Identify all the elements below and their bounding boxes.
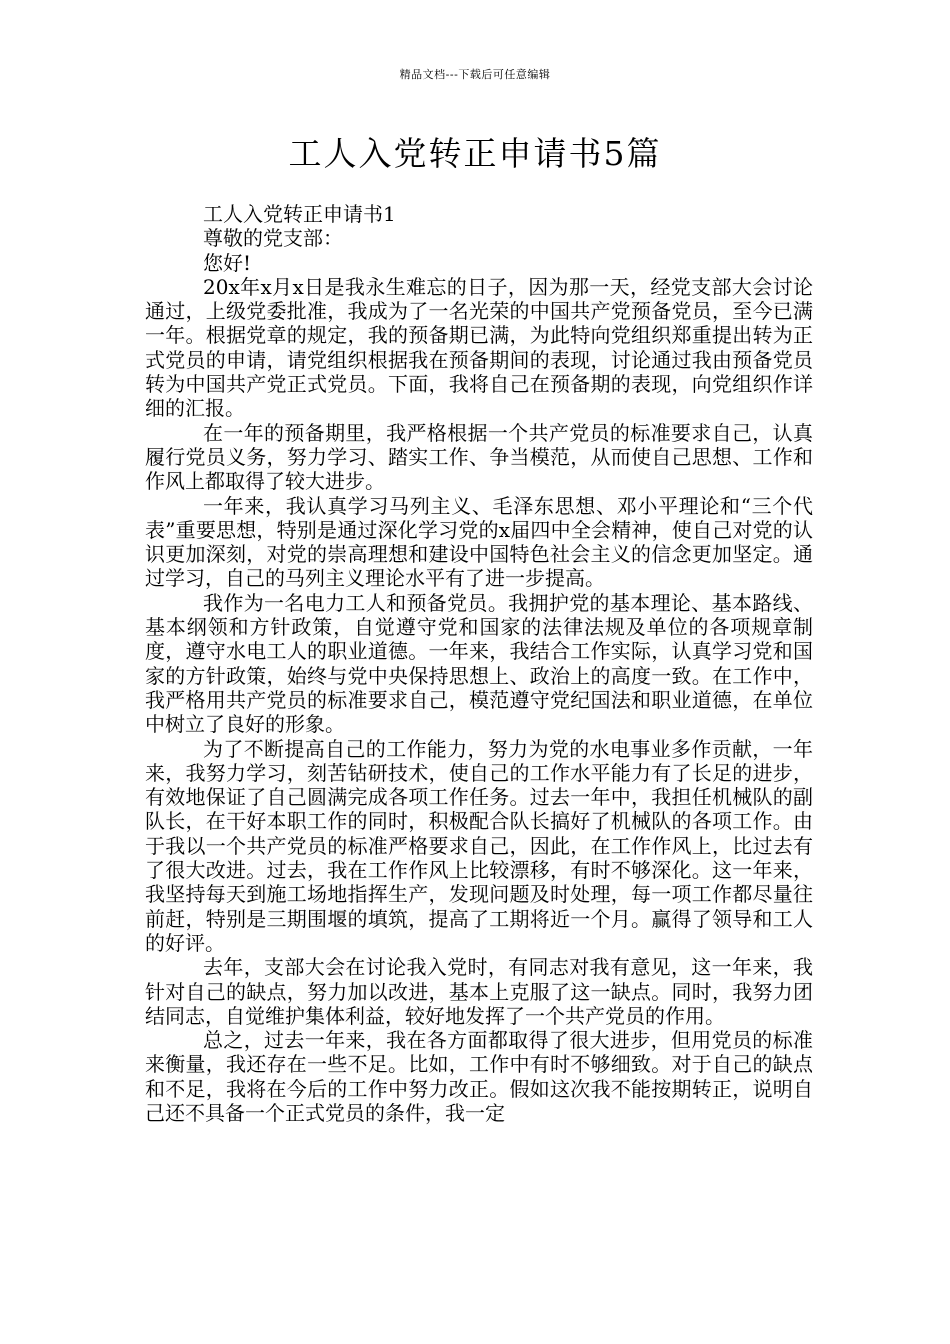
salutation: 尊敬的党支部： <box>203 226 343 251</box>
body-paragraph: 为了不断提高自己的工作能力，努力为党的水电事业多作贡献，一年来，我努力学习，刻苦钻研技术，使自己的工作水平能力有了长足的进步，有效地保证了自己圆满完成各项工作任务。过去一年中，我担任机械队的副队长，在干好本职工作的同时，积极配合队长搞好了机械队的各项工作。由于我以一个共产党员的标准严格要求自己，因此，在工作作风上，比过去有了很大改进。过去，我在工作作风上比较漂移，有时不够深化。这一年来，我坚持每天到施工场地指挥生产，发现问题及时处理，每一项工作都尽量往前赶，特别是三期围堰的填筑，提高了工期将近一个月。赢得了领导和工人的好评。 <box>145 736 813 955</box>
document-body <box>145 202 813 1125</box>
body-paragraph: 20x年x月x日是我永生难忘的日子，因为那一天，经党支部大会讨论通过，上级党委批准，我成为了一名光荣的中国共产党预备党员，至今已满一年。根据党章的规定，我的预备期已满，为此特向党组织郑重提出转为正式党员的申请，请党组织根据我在预备期间的表现，讨论通过我由预备党员转为中国共产党正式党员。下面，我将自己在预备期的表现，向党组织作详细的汇报。 <box>145 274 813 421</box>
document-title: 工人入党转正申请书5篇 <box>288 134 662 173</box>
greeting: 您好! <box>203 250 252 275</box>
section-heading: 工人入党转正申请书1 <box>203 202 396 226</box>
body-paragraph: 我作为一名电力工人和预备党员。我拥护党的基本理论、基本路线、基本纲领和方针政策，自觉遵守党和国家的法律法规及单位的各项规章制度，遵守水电工人的职业道德。一年来，我结合工作实际，认真学习党和国家的方针政策，始终与党中央保持思想上、政治上的高度一致。在工作中，我严格用共产党员的标准要求自己，模范遵守党纪国法和职业道德，在单位中树立了良好的形象。 <box>145 590 813 737</box>
body-paragraph: 在一年的预备期里，我严格根据一个共产党员的标准要求自己，认真履行党员义务，努力学习、踏实工作、争当模范，从而使自己思想、工作和作风上都取得了较大进步。 <box>145 420 813 494</box>
body-paragraph: 总之，过去一年来，我在各方面都取得了很大进步，但用党员的标准来衡量，我还存在一些不足。比如，工作中有时不够细致。对于自己的缺点和不足，我将在今后的工作中努力改正。假如这次我不能按期转正，说明自己还不具备一个正式党员的条件，我一定 <box>145 1028 813 1125</box>
body-paragraph: 一年来，我认真学习马列主义、毛泽东思想、邓小平理论和“三个代表”重要思想，特别是通过深化学习党的x届四中全会精神，使自己对党的认识更加深刻，对党的崇高理想和建设中国特色社会主义的信念更加坚定。通过学习，自己的马列主义理论水平有了进一步提高。 <box>145 493 813 591</box>
page-header-note: 精品文档---下载后可任意编辑 <box>399 68 551 81</box>
body-paragraph: 去年，支部大会在讨论我入党时，有同志对我有意见，这一年来，我针对自己的缺点，努力加以改进，基本上克服了这一缺点。同时，我努力团结同志，自觉维护集体利益，较好地发挥了一个共产党员的作用。 <box>145 955 813 1028</box>
